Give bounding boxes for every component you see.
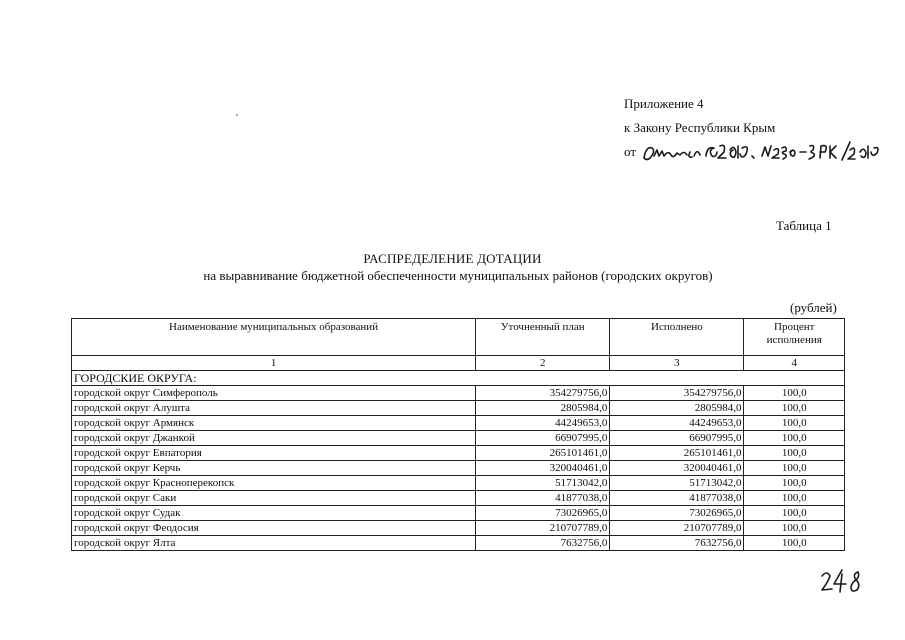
municipality-name: городской округ Феодосия bbox=[72, 521, 476, 536]
percent-value: 100,0 bbox=[744, 536, 845, 551]
table-row bbox=[72, 506, 845, 521]
municipality-name: городской округ Джанкой bbox=[72, 431, 476, 446]
table-row bbox=[72, 431, 845, 446]
municipality-name: городской округ Симферополь bbox=[72, 386, 476, 401]
plan-value: 210707789,0 bbox=[476, 521, 610, 536]
percent-value: 100,0 bbox=[744, 521, 845, 536]
column-number: 3 bbox=[610, 356, 744, 371]
handwritten-signature bbox=[624, 138, 884, 170]
executed-value: 320040461,0 bbox=[610, 461, 744, 476]
section-row bbox=[72, 371, 845, 386]
section-title: ГОРОДСКИЕ ОКРУГА: bbox=[72, 371, 845, 386]
table-row bbox=[72, 401, 845, 416]
municipality-name: городской округ Судак bbox=[72, 506, 476, 521]
municipality-name: городской округ Ялта bbox=[72, 536, 476, 551]
percent-value: 100,0 bbox=[744, 446, 845, 461]
percent-value: 100,0 bbox=[744, 401, 845, 416]
municipality-name: городской округ Евпатория bbox=[72, 446, 476, 461]
municipality-name: городской округ Саки bbox=[72, 491, 476, 506]
executed-value: 66907995,0 bbox=[610, 431, 744, 446]
percent-value: 100,0 bbox=[744, 476, 845, 491]
plan-value: 320040461,0 bbox=[476, 461, 610, 476]
plan-value: 73026965,0 bbox=[476, 506, 610, 521]
municipality-name: городской округ Армянск bbox=[72, 416, 476, 431]
scan-speck bbox=[236, 114, 238, 116]
table-row bbox=[72, 476, 845, 491]
percent-value: 100,0 bbox=[744, 491, 845, 506]
document-title: РАСПРЕДЕЛЕНИЕ ДОТАЦИИ bbox=[363, 251, 542, 266]
table-row bbox=[72, 521, 845, 536]
header-municipality: Наименование муниципальных образований bbox=[72, 319, 476, 356]
subsidy-table bbox=[71, 318, 845, 551]
column-number: 2 bbox=[476, 356, 610, 371]
percent-value: 100,0 bbox=[744, 416, 845, 431]
plan-value: 265101461,0 bbox=[476, 446, 610, 461]
municipality-name: городской округ Красноперекопск bbox=[72, 476, 476, 491]
table-row bbox=[72, 416, 845, 431]
appendix-block bbox=[624, 92, 775, 140]
plan-value: 41877038,0 bbox=[476, 491, 610, 506]
table-row bbox=[72, 491, 845, 506]
percent-value: 100,0 bbox=[744, 461, 845, 476]
plan-value: 66907995,0 bbox=[476, 431, 610, 446]
percent-value: 100,0 bbox=[744, 386, 845, 401]
plan-value: 7632756,0 bbox=[476, 536, 610, 551]
table-row bbox=[72, 536, 845, 551]
document-subtitle: на выравнивание бюджетной обеспеченности муниципальных районов (городских округов) bbox=[203, 268, 713, 283]
executed-value: 354279756,0 bbox=[610, 386, 744, 401]
header-plan: Уточненный план bbox=[476, 319, 610, 356]
executed-value: 41877038,0 bbox=[610, 491, 744, 506]
table-row bbox=[72, 446, 845, 461]
municipality-name: городской округ Керчь bbox=[72, 461, 476, 476]
appendix-law-reference: к Закону Республики Крым bbox=[624, 120, 776, 135]
executed-value: 2805984,0 bbox=[610, 401, 744, 416]
municipality-name: городской округ Алушта bbox=[72, 401, 476, 416]
header-executed: Исполнено bbox=[610, 319, 744, 356]
percent-value: 100,0 bbox=[744, 506, 845, 521]
from-prefix: от bbox=[624, 144, 637, 159]
column-number: 4 bbox=[744, 356, 845, 371]
executed-value: 73026965,0 bbox=[610, 506, 744, 521]
executed-value: 265101461,0 bbox=[610, 446, 744, 461]
plan-value: 354279756,0 bbox=[476, 386, 610, 401]
header-percent: Процент исполнения bbox=[744, 319, 845, 356]
appendix-title: Приложение 4 bbox=[624, 96, 704, 111]
column-number-row bbox=[72, 356, 845, 371]
plan-value: 44249653,0 bbox=[476, 416, 610, 431]
executed-value: 7632756,0 bbox=[610, 536, 744, 551]
plan-value: 2805984,0 bbox=[476, 401, 610, 416]
column-number: 1 bbox=[72, 356, 476, 371]
executed-value: 51713042,0 bbox=[610, 476, 744, 491]
table-row bbox=[72, 386, 845, 401]
percent-value: 100,0 bbox=[744, 431, 845, 446]
table-header-row bbox=[72, 319, 845, 356]
table-label: Таблица 1 bbox=[776, 218, 832, 233]
handwritten-page-number bbox=[818, 566, 868, 596]
executed-value: 210707789,0 bbox=[610, 521, 744, 536]
unit-label: (рублей) bbox=[790, 300, 837, 315]
law-date-number bbox=[624, 138, 884, 170]
plan-value: 51713042,0 bbox=[476, 476, 610, 491]
table-row bbox=[72, 461, 845, 476]
executed-value: 44249653,0 bbox=[610, 416, 744, 431]
